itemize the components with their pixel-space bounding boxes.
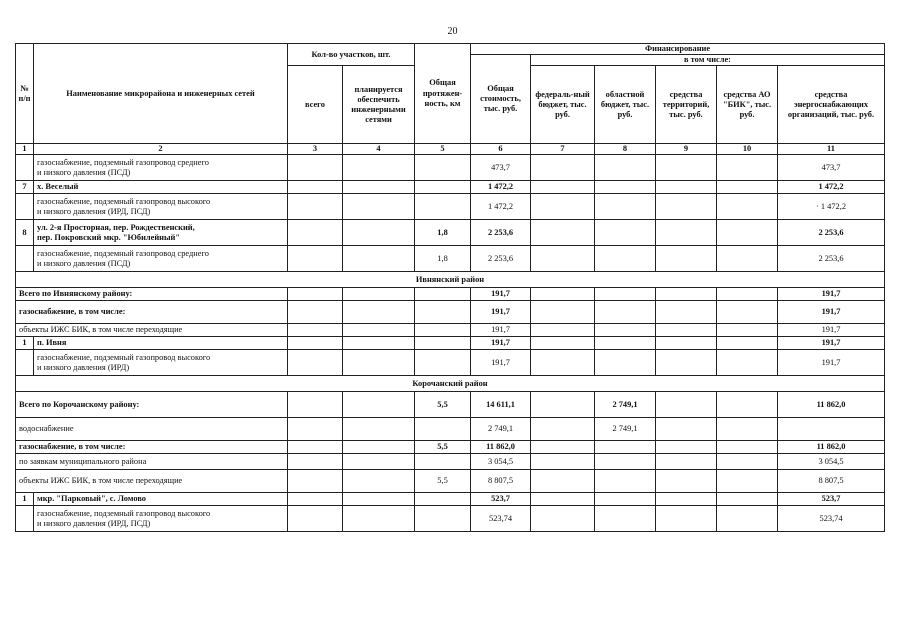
cell-total: [288, 288, 343, 301]
cell-cost: 2 749,1: [471, 418, 531, 441]
cell-territory: [656, 155, 717, 181]
cell-regional: [595, 441, 656, 454]
cell-regional: [595, 246, 656, 272]
cell-energy: 2 253,6: [778, 246, 885, 272]
cell-territory: [656, 337, 717, 350]
cell-regional: [595, 493, 656, 506]
header-num: № п/п: [16, 44, 34, 144]
cell-bik: [717, 441, 778, 454]
cell-planned: [343, 301, 415, 324]
table-row: [16, 392, 885, 418]
cell-energy: 523,74: [778, 506, 885, 532]
table-row: [16, 337, 885, 350]
header-territory: средства территорий, тыс. руб.: [656, 66, 717, 144]
cell-cost: 191,7: [471, 337, 531, 350]
row-number: [16, 350, 34, 376]
header-plots-total: всего: [288, 66, 343, 144]
row-name: газоснабжение, подземный газопровод среднего и низкого давления (ПСД): [34, 246, 288, 272]
column-number: 9: [656, 144, 717, 155]
cell-cost: 523,74: [471, 506, 531, 532]
cell-federal: [531, 246, 595, 272]
table-row: [16, 493, 885, 506]
cell-total: [288, 350, 343, 376]
cell-bik: [717, 246, 778, 272]
cell-territory: [656, 470, 717, 493]
table-row: [16, 441, 885, 454]
cell-territory: [656, 392, 717, 418]
cell-regional: [595, 470, 656, 493]
cell-territory: [656, 324, 717, 337]
table-row: [16, 506, 885, 532]
table-row: [16, 324, 885, 337]
column-number: 1: [16, 144, 34, 155]
cell-energy: 191,7: [778, 324, 885, 337]
cell-cost: 191,7: [471, 324, 531, 337]
cell-energy: 191,7: [778, 337, 885, 350]
cell-cost: 191,7: [471, 350, 531, 376]
cell-regional: [595, 337, 656, 350]
row-number: [16, 155, 34, 181]
cell-energy: 191,7: [778, 350, 885, 376]
cell-planned: [343, 155, 415, 181]
header-financing: Финансирование: [471, 44, 885, 55]
column-number: 5: [415, 144, 471, 155]
table-body: [16, 155, 885, 532]
cell-length: [415, 301, 471, 324]
row-number: [16, 506, 34, 532]
financing-table: [15, 43, 885, 532]
cell-cost: 3 054,5: [471, 454, 531, 470]
header-including: в том числе:: [531, 55, 885, 66]
cell-territory: [656, 288, 717, 301]
row-name: газоснабжение, подземный газопровод высокого и низкого давления (ИРД): [34, 350, 288, 376]
cell-cost: 2 253,6: [471, 220, 531, 246]
cell-regional: [595, 220, 656, 246]
cell-regional: [595, 155, 656, 181]
cell-length: [415, 194, 471, 220]
column-number-row: [16, 144, 885, 155]
table-row: [16, 454, 885, 470]
table-row: [16, 181, 885, 194]
cell-bik: [717, 324, 778, 337]
cell-territory: [656, 418, 717, 441]
cell-total: [288, 301, 343, 324]
cell-length: [415, 155, 471, 181]
table-row: [16, 350, 885, 376]
row-name: газоснабжение, в том числе:: [16, 441, 288, 454]
row-number: 1: [16, 337, 34, 350]
cell-total: [288, 506, 343, 532]
cell-federal: [531, 194, 595, 220]
column-number: 3: [288, 144, 343, 155]
cell-bik: [717, 350, 778, 376]
cell-territory: [656, 441, 717, 454]
cell-territory: [656, 181, 717, 194]
cell-federal: [531, 441, 595, 454]
cell-planned: [343, 288, 415, 301]
region-title: Ивнянский район: [16, 272, 885, 288]
cell-total: [288, 155, 343, 181]
row-name: мкр. "Парковый", с. Ломово: [34, 493, 288, 506]
cell-federal: [531, 350, 595, 376]
cell-energy: · 1 472,2: [778, 194, 885, 220]
cell-length: [415, 493, 471, 506]
cell-territory: [656, 493, 717, 506]
cell-energy: 191,7: [778, 288, 885, 301]
cell-federal: [531, 301, 595, 324]
cell-cost: 2 253,6: [471, 246, 531, 272]
cell-cost: 191,7: [471, 301, 531, 324]
column-number: 8: [595, 144, 656, 155]
cell-energy: 523,7: [778, 493, 885, 506]
cell-energy: 11 862,0: [778, 392, 885, 418]
cell-total: [288, 418, 343, 441]
cell-planned: [343, 337, 415, 350]
cell-bik: [717, 181, 778, 194]
cell-length: 5,5: [415, 392, 471, 418]
cell-planned: [343, 441, 415, 454]
cell-total: [288, 392, 343, 418]
cell-federal: [531, 220, 595, 246]
cell-length: [415, 350, 471, 376]
cell-length: [415, 454, 471, 470]
cell-regional: [595, 324, 656, 337]
cell-regional: [595, 194, 656, 220]
cell-federal: [531, 392, 595, 418]
cell-total: [288, 441, 343, 454]
cell-length: 1,8: [415, 246, 471, 272]
cell-federal: [531, 324, 595, 337]
cell-planned: [343, 181, 415, 194]
cell-federal: [531, 506, 595, 532]
table-row: [16, 194, 885, 220]
column-number: 6: [471, 144, 531, 155]
header-name: Наименование микрорайона и инженерных сетей: [34, 44, 288, 144]
cell-cost: 1 472,2: [471, 194, 531, 220]
cell-planned: [343, 470, 415, 493]
cell-planned: [343, 220, 415, 246]
cell-length: [415, 337, 471, 350]
cell-regional: [595, 181, 656, 194]
table-row: [16, 301, 885, 324]
cell-cost: 8 807,5: [471, 470, 531, 493]
cell-planned: [343, 350, 415, 376]
cell-cost: 14 611,1: [471, 392, 531, 418]
cell-bik: [717, 506, 778, 532]
cell-regional: 2 749,1: [595, 392, 656, 418]
cell-regional: [595, 454, 656, 470]
cell-length: [415, 506, 471, 532]
cell-total: [288, 493, 343, 506]
cell-planned: [343, 194, 415, 220]
cell-territory: [656, 194, 717, 220]
cell-planned: [343, 324, 415, 337]
cell-territory: [656, 506, 717, 532]
header-bik: средства АО "БИК", тыс. руб.: [717, 66, 778, 144]
cell-planned: [343, 493, 415, 506]
cell-cost: 11 862,0: [471, 441, 531, 454]
cell-regional: 2 749,1: [595, 418, 656, 441]
cell-federal: [531, 155, 595, 181]
cell-energy: [778, 418, 885, 441]
header-plots-planned: планируется обеспечить инженерными сетями: [343, 66, 415, 144]
cell-regional: [595, 350, 656, 376]
cell-territory: [656, 454, 717, 470]
cell-total: [288, 220, 343, 246]
row-name: газоснабжение, в том числе:: [16, 301, 288, 324]
cell-energy: 1 472,2: [778, 181, 885, 194]
row-name: водоснабжение: [16, 418, 288, 441]
cell-bik: [717, 220, 778, 246]
cell-length: 5,5: [415, 441, 471, 454]
cell-territory: [656, 220, 717, 246]
row-name: объекты ИЖС БИК, в том числе переходящие: [16, 470, 288, 493]
header-energy: средства энергоснабжающих организаций, тыс. руб.: [778, 66, 885, 144]
cell-planned: [343, 418, 415, 441]
cell-bik: [717, 155, 778, 181]
cell-cost: 473,7: [471, 155, 531, 181]
table-row: [16, 288, 885, 301]
cell-total: [288, 470, 343, 493]
row-number: 7: [16, 181, 34, 194]
header-length: Общая протяжен-ность, км: [415, 44, 471, 144]
table-row: [16, 220, 885, 246]
cell-bik: [717, 288, 778, 301]
cell-cost: 191,7: [471, 288, 531, 301]
cell-planned: [343, 392, 415, 418]
cell-bik: [717, 392, 778, 418]
row-number: [16, 246, 34, 272]
cell-length: 5,5: [415, 470, 471, 493]
column-number: 10: [717, 144, 778, 155]
cell-energy: 3 054,5: [778, 454, 885, 470]
cell-regional: [595, 301, 656, 324]
row-name: п. Ивня: [34, 337, 288, 350]
cell-federal: [531, 288, 595, 301]
cell-length: [415, 288, 471, 301]
row-name: Всего по Корочанскому району:: [16, 392, 288, 418]
cell-bik: [717, 194, 778, 220]
cell-energy: 2 253,6: [778, 220, 885, 246]
table-row: [16, 418, 885, 441]
cell-length: [415, 418, 471, 441]
header-federal: федераль-ный бюджет, тыс. руб.: [531, 66, 595, 144]
cell-total: [288, 246, 343, 272]
header-plots: Кол-во участков, шт.: [288, 44, 415, 66]
cell-bik: [717, 418, 778, 441]
cell-federal: [531, 470, 595, 493]
cell-bik: [717, 493, 778, 506]
table-row: [16, 470, 885, 493]
row-name: по заявкам муниципального района: [16, 454, 288, 470]
cell-energy: 8 807,5: [778, 470, 885, 493]
cell-federal: [531, 418, 595, 441]
cell-bik: [717, 454, 778, 470]
cell-energy: 11 862,0: [778, 441, 885, 454]
cell-federal: [531, 493, 595, 506]
cell-territory: [656, 350, 717, 376]
cell-length: [415, 324, 471, 337]
header-regional: областной бюджет, тыс. руб.: [595, 66, 656, 144]
cell-planned: [343, 506, 415, 532]
table-row: [16, 246, 885, 272]
cell-cost: 523,7: [471, 493, 531, 506]
region-title: Корочанский район: [16, 376, 885, 392]
region-row: [16, 376, 885, 392]
row-name: ул. 2-я Просторная, пер. Рождественский, пер. Покровский мкр. "Юбилейный": [34, 220, 288, 246]
cell-territory: [656, 301, 717, 324]
cell-federal: [531, 337, 595, 350]
row-name: газоснабжение, подземный газопровод высокого и низкого давления (ИРД, ПСД): [34, 194, 288, 220]
region-row: [16, 272, 885, 288]
row-name: х. Веселый: [34, 181, 288, 194]
row-number: 8: [16, 220, 34, 246]
column-number: 2: [34, 144, 288, 155]
cell-planned: [343, 246, 415, 272]
row-name: объекты ИЖС БИК, в том числе переходящие: [16, 324, 288, 337]
cell-energy: 191,7: [778, 301, 885, 324]
cell-energy: 473,7: [778, 155, 885, 181]
cell-bik: [717, 301, 778, 324]
row-number: [16, 194, 34, 220]
cell-cost: 1 472,2: [471, 181, 531, 194]
cell-bik: [717, 470, 778, 493]
cell-total: [288, 194, 343, 220]
cell-bik: [717, 337, 778, 350]
row-name: Всего по Ивнянскому району:: [16, 288, 288, 301]
cell-total: [288, 324, 343, 337]
cell-federal: [531, 454, 595, 470]
table-row: [16, 155, 885, 181]
column-number: 11: [778, 144, 885, 155]
table-header: [16, 44, 885, 155]
header-cost: Общая стоимость, тыс. руб.: [471, 55, 531, 144]
cell-federal: [531, 181, 595, 194]
cell-planned: [343, 454, 415, 470]
row-number: 1: [16, 493, 34, 506]
column-number: 7: [531, 144, 595, 155]
cell-regional: [595, 506, 656, 532]
cell-total: [288, 454, 343, 470]
row-name: газоснабжение, подземный газопровод среднего и низкого давления (ПСД): [34, 155, 288, 181]
cell-total: [288, 337, 343, 350]
cell-territory: [656, 246, 717, 272]
cell-total: [288, 181, 343, 194]
cell-length: [415, 181, 471, 194]
column-number: 4: [343, 144, 415, 155]
row-name: газоснабжение, подземный газопровод высокого и низкого давления (ИРД, ПСД): [34, 506, 288, 532]
cell-length: 1,8: [415, 220, 471, 246]
cell-regional: [595, 288, 656, 301]
page-number: 20: [447, 26, 458, 37]
